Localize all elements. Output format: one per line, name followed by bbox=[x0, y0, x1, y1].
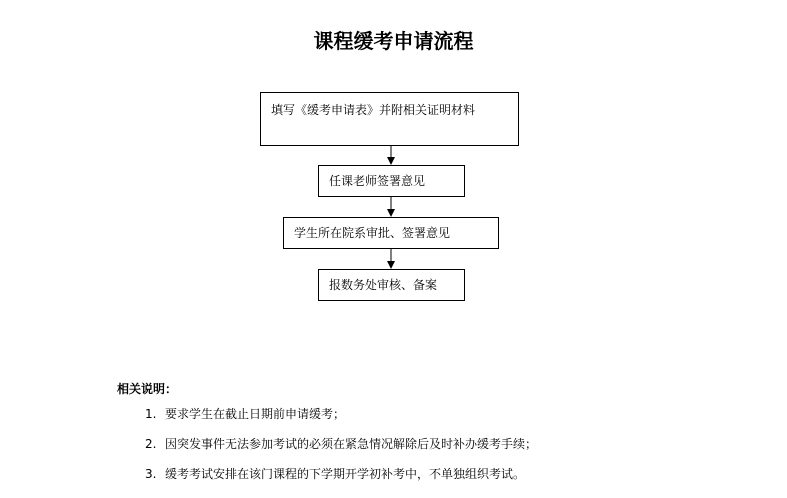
note-number: 2. bbox=[145, 437, 157, 451]
notes-heading: 相关说明： bbox=[117, 382, 178, 396]
flow-step-teacher-opinion: 任课老师签署意见 bbox=[318, 165, 465, 197]
note-number: 3. bbox=[145, 467, 157, 481]
note-text: 因突发事件无法参加考试的必须在紧急情况解除后及时补办缓考手续； bbox=[165, 437, 538, 451]
notes-list bbox=[145, 406, 537, 496]
note-text: 缓考考试安排在该门课程的下学期开学初补考中，不单独组织考试。 bbox=[165, 467, 526, 481]
flow-step-office-review: 报数务处审核、备案 bbox=[318, 269, 465, 301]
note-item bbox=[145, 466, 537, 482]
page-title: 课程缓考申请流程 bbox=[313, 29, 474, 53]
note-text: 要求学生在截止日期前申请缓考； bbox=[165, 407, 346, 421]
flow-step-department-approval: 学生所在院系审批、签署意见 bbox=[283, 217, 499, 249]
note-item bbox=[145, 436, 537, 452]
flow-step-fill-application: 填写《缓考申请表》并附相关证明材料 bbox=[260, 92, 519, 146]
note-number: 1. bbox=[145, 407, 157, 421]
note-item bbox=[145, 406, 537, 422]
